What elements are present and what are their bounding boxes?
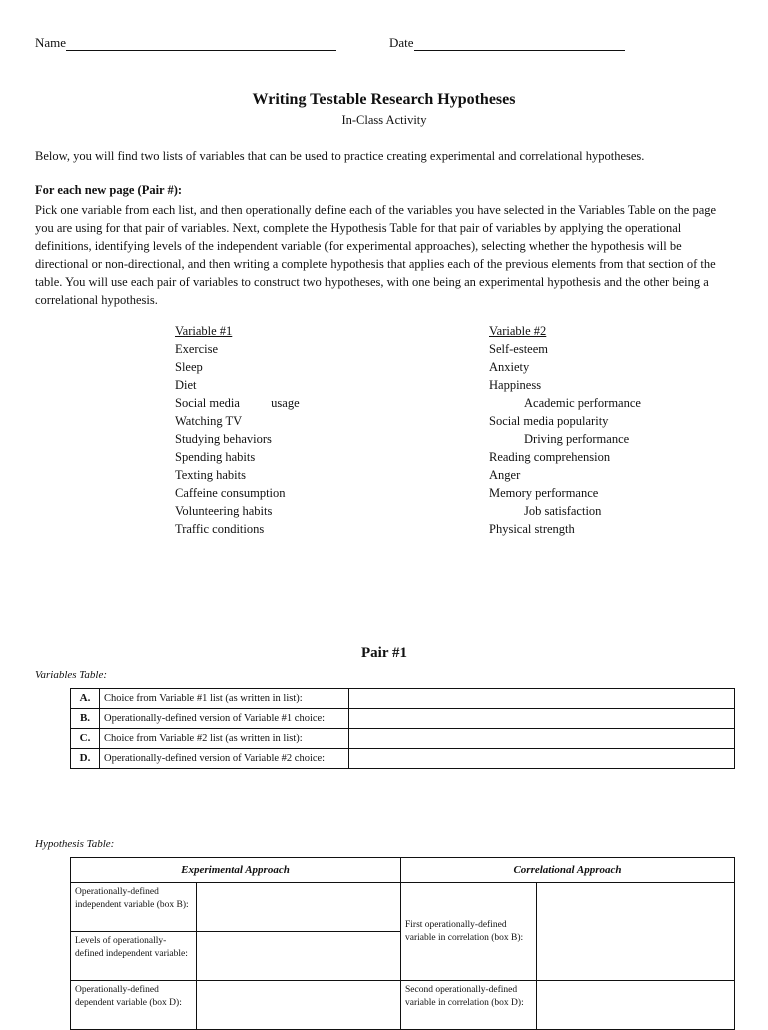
variable2-list [489,322,641,538]
row-description: Operationally-defined version of Variable #1 choice: [100,709,349,729]
list-item: Studying behaviors [175,432,272,446]
list-item: Exercise [175,342,219,356]
instructions-paragraph: Pick one variable from each list, and then operationally define each of the variables you have selected in the Variables Table on the page you are using for that pair of variables. Next, complete the Hypothesis Table for that pair of variables by applying the operational definitions, identifying levels of the independent variable (for experimental approaches), selecting whether the hypothesis will be directional or non-directional, and then writing a complete hypothesis that applies each of the previous elements from that section of the table. You will use each pair of variables to construct two hypotheses, with one being an experimental hypothesis and the other being a correlational hypothesis. [35,203,717,307]
hypothesis-table [70,857,735,1030]
list-item: Self-esteem [489,342,549,356]
experimental-approach-header: Experimental Approach [71,858,401,883]
exp-answer-cell[interactable] [197,981,401,1030]
name-label: Name [35,35,67,50]
list-item: Anger [489,468,521,482]
date-blank[interactable] [414,37,625,51]
list-item: Spending habits [175,450,256,464]
answer-cell[interactable] [349,749,735,769]
list-item: Job satisfaction [524,504,602,518]
corr-row-label: Second operationally-defined variable in correlation (box D): [401,981,537,1030]
row-letter: B. [71,709,100,729]
list-item: Caffeine consumption [175,486,286,500]
exp-row-label: Operationally-defined dependent variable (box D): [71,981,197,1030]
corr-answer-cell[interactable] [537,883,735,981]
variable2-heading: Variable #2 [489,324,547,338]
table-row [71,689,735,709]
instructions-heading: For each new page (Pair #): [35,183,183,197]
table-header-row [71,858,735,883]
variable1-list [175,322,300,538]
date-label: Date [389,35,414,50]
list-item: Physical strength [489,522,575,536]
row-description: Operationally-defined version of Variable #2 choice: [100,749,349,769]
row-description: Choice from Variable #1 list (as written in list): [100,689,349,709]
corr-row-label: First operationally-defined variable in correlation (box B): [401,883,537,981]
list-item: Social media usage [175,396,300,410]
list-item: Texting habits [175,468,246,482]
row-description: Choice from Variable #2 list (as written in list): [100,729,349,749]
table-row [71,981,735,1030]
row-letter: A. [71,689,100,709]
variables-table-label: Variables Table: [35,669,108,681]
list-item: Driving performance [524,432,630,446]
intro-paragraph: Below, you will find two lists of variables that can be used to practice creating experimental and correlational hypotheses. [35,149,645,163]
list-item: Watching TV [175,414,243,428]
list-item: Diet [175,378,197,392]
list-item: Volunteering habits [175,504,273,518]
date-field [389,35,625,51]
corr-answer-cell[interactable] [537,981,735,1030]
correlational-approach-header: Correlational Approach [401,858,735,883]
list-item: Reading comprehension [489,450,611,464]
name-blank[interactable] [66,37,336,51]
exp-row-label: Levels of operationally-defined independent variable: [71,932,197,981]
list-item: Academic performance [524,396,641,410]
row-letter: D. [71,749,100,769]
table-row [71,883,735,932]
list-item: Memory performance [489,486,599,500]
document-subtitle: In-Class Activity [341,113,427,127]
pair-title: Pair #1 [361,645,407,661]
hypothesis-table-label: Hypothesis Table: [35,838,115,850]
exp-answer-cell[interactable] [197,883,401,932]
variable1-heading: Variable #1 [175,324,233,338]
table-row [71,729,735,749]
list-item: Social media popularity [489,414,609,428]
list-item: Traffic conditions [175,522,265,536]
exp-row-label: Operationally-defined independent variable (box B): [71,883,197,932]
list-item: Anxiety [489,360,530,374]
row-letter: C. [71,729,100,749]
answer-cell[interactable] [349,709,735,729]
table-row [71,749,735,769]
list-item: Happiness [489,378,542,392]
document-title: Writing Testable Research Hypotheses [252,91,516,108]
exp-answer-cell[interactable] [197,932,401,981]
name-field [35,35,336,51]
variables-table [70,688,735,769]
table-row [71,709,735,729]
list-item: Sleep [175,360,203,374]
answer-cell[interactable] [349,689,735,709]
answer-cell[interactable] [349,729,735,749]
